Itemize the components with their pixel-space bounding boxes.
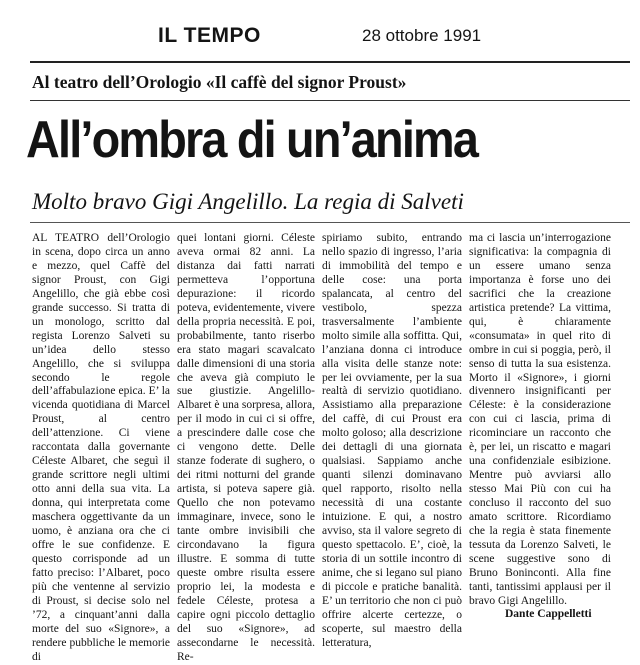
publication-date: 28 ottobre 1991 bbox=[362, 26, 482, 45]
article-column-2: quei lontani giorni. Céleste aveva ormai 82 anni. La distanza dai fatti narrati permetteva l’opportuna depurazione: il ricordo poteva, evidentemente, vivere della propria necessità. E poi, probabilmente, tanto riserbo era stato magari scavalcato dalle dimensioni di una storia che aveva già compiuto le sue giustizie. Angelillo-Albaret è una sorpresa, allora, per il modo in cui ci si offre, a prescindere dalle cose che ci vengono dette. Delle stanze foderate di sughero, o dei ritmi notturni del grande artista, si poteva sapere già. Quello che non potevamo immaginare, invece, sono le tante ombre invisibili che circondavano la figura illustre. E somma di tutte queste ombre risulta essere proprio lei, la modesta e fedele Céleste, protesa a capire ogni piccolo dettaglio del suo «Signore», ad assecondarne le necessità. Re- bbox=[177, 232, 315, 663]
article-kicker: Al teatro dell’Orologio «Il caffè del signor Proust» bbox=[32, 72, 407, 92]
top-rule bbox=[30, 61, 630, 63]
newspaper-name: IL TEMPO bbox=[158, 24, 261, 47]
article-column-4: ma ci lascia un’interrogazione significativa: la compagnia di un essere umano senza importanza è forse uno dei sacrifici che la creazione artistica pretende? La vittima, qui, è chiaramente «consumata» in quel rito di ombre in cui si poggia, però, il senso di tutta la sua esistenza. Morto il «Signore», i giorni divennero insignificanti per Céleste: è la considerazione con cui ci lascia, prima di ricominciare un racconto che è, per lei, un riscatto e magari una confidenziale esibizione. Mentre può avviarsi allo stesso Mai Più con cui ha concluso il racconto del suo amato scrittore. Ricordiamo che la regia è stata finemente tessuta da Lorenzo Salveti, le scene suggestive sono di Bruno Boninconti. Alla fine tanti, tantissimi applausi per il bravo Gigi Angelillo. bbox=[469, 232, 611, 607]
article-column-1: AL TEATRO dell’Orologio in scena, dopo circa un anno e mezzo, quel Caffè del signor Proust, con Gigi Angelillo, che già ebbe così grande successo. Si tratta di un monologo, scritto dal regista Lorenzo Salveti su un’idea dello stesso Angelillo, che si sviluppa secondo le regole dell’affabulazione epica. E’ la vicenda quotidiana di Marcel Proust, al centro dell’attenzione. Ci viene raccontata dalla governante Céleste Albaret, che seguì il grande scrittore negli ultimi otto anni della sua vita. La donna, qui interpretata come maschera oggettivante da un uomo, è anziana ora che ci offre le sue confidenze. E questo corrisponde ad un fatto preciso: l’Albaret, poco più che ventenne al servizio di Proust, si decise solo nel ’72, a cinquant’anni dalla morte del suo «Signore», a rendere pubbliche le memorie di bbox=[32, 232, 170, 663]
kicker-rule bbox=[30, 100, 630, 101]
article-subheadline: Molto bravo Gigi Angelillo. La regia di Salveti bbox=[32, 189, 464, 214]
subhead-rule bbox=[30, 222, 630, 223]
article-byline: Dante Cappelletti bbox=[505, 608, 592, 620]
article-column-3: spiriamo subito, entrando nello spazio di ingresso, l’aria di immobilità del tempo e delle cose: una porta spalancata, al centro del vestibolo, spezza trasversalmente l’ambiente molto simile alla soffitta. Qui, l’anziana donna ci introduce alla visita delle stanze note: per lei ovviamente, per la sua realtà di servizio quotidiano. Assistiamo alla preparazione del caffè, di cui Proust era molto goloso; alla descrizione dei dettagli di una giornata qualsiasi. Sappiamo anche quanti silenzi dominavano quel rapporto, risolto nella necessità di una costante intuizione. E qui, a nostro avviso, sta il valore segreto di questo spettacolo. E’, cioè, la storia di un sottile incontro di anime, che si legano sul piano di piccole e pratiche banalità. E’ un territorio che non ci può offrire alcerte certezze, o scoperte, sul maestro della letteratura, bbox=[322, 232, 462, 649]
article-headline: All’ombra di un’anima bbox=[26, 111, 478, 169]
